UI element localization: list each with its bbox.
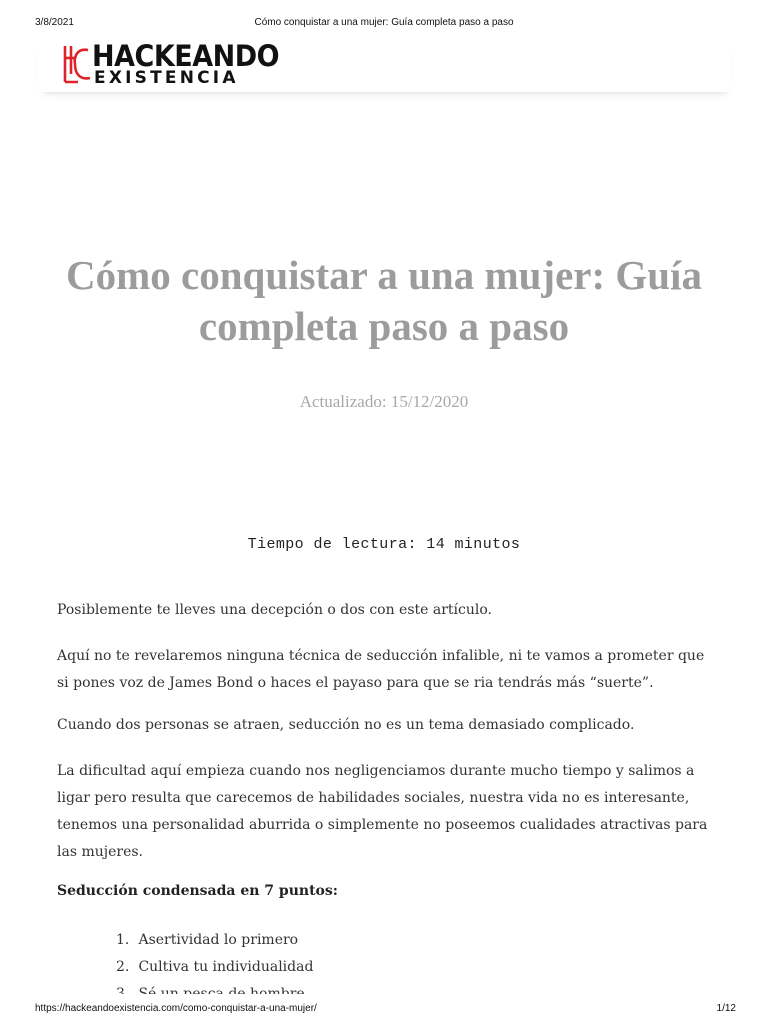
- site-logo[interactable]: [62, 40, 302, 88]
- logo-text-bottom: EXISTENCIA: [94, 68, 239, 88]
- updated-date: Actualizado: 15/12/2020: [299, 392, 469, 411]
- print-header: [0, 17, 768, 31]
- list-item: [116, 927, 313, 954]
- print-footer: [0, 994, 768, 1024]
- site-header: [38, 36, 732, 92]
- article-title: Cómo conquistar a una mujer: Guía completa paso a paso: [66, 252, 702, 349]
- logo-mark-icon: [62, 44, 92, 84]
- paragraph: Posiblemente te lleves una decepción o dos con este artículo.: [57, 602, 492, 618]
- print-url: https://hackeandoexistencia.com/como-conquistar-a-una-mujer/: [35, 1003, 317, 1014]
- list-item-text: Cultiva tu individualidad: [138, 959, 314, 975]
- print-date: 3/8/2021: [35, 17, 74, 28]
- list-item: [116, 981, 313, 991]
- paragraph: La dificultad aquí empieza cuando nos negligenciamos durante mucho tiempo y salimos a ligar pero resulta que carecemos de habilidades sociales, nuestra vida no es interesante, tenemos una personalidad aburrida o simplemente no poseemos cualidades atractivas para las mujeres.: [57, 763, 708, 860]
- list-number: 1.: [116, 932, 130, 948]
- paragraph: Aquí no te revelaremos ninguna técnica de seducción infalible, ni te vamos a prometer que si pones voz de James Bond o haces el payaso para que se ria tendrás más “suerte”.: [57, 648, 705, 691]
- print-page-title: Cómo conquistar a una mujer: Guía completa paso a paso: [254, 17, 514, 28]
- list-heading: Seducción condensada en 7 puntos:: [57, 883, 338, 899]
- list-item-text: Asertividad lo primero: [138, 932, 299, 948]
- logo-text-top: HACKEANDO: [92, 39, 280, 73]
- steps-list: [116, 927, 313, 991]
- list-item: [116, 954, 313, 981]
- list-number: 2.: [116, 959, 130, 975]
- paragraph: Cuando dos personas se atraen, seducción no es un tema demasiado complicado.: [57, 717, 635, 733]
- reading-time: Tiempo de lectura: 14 minutos: [247, 536, 521, 553]
- print-page-number: 1/12: [716, 1003, 736, 1014]
